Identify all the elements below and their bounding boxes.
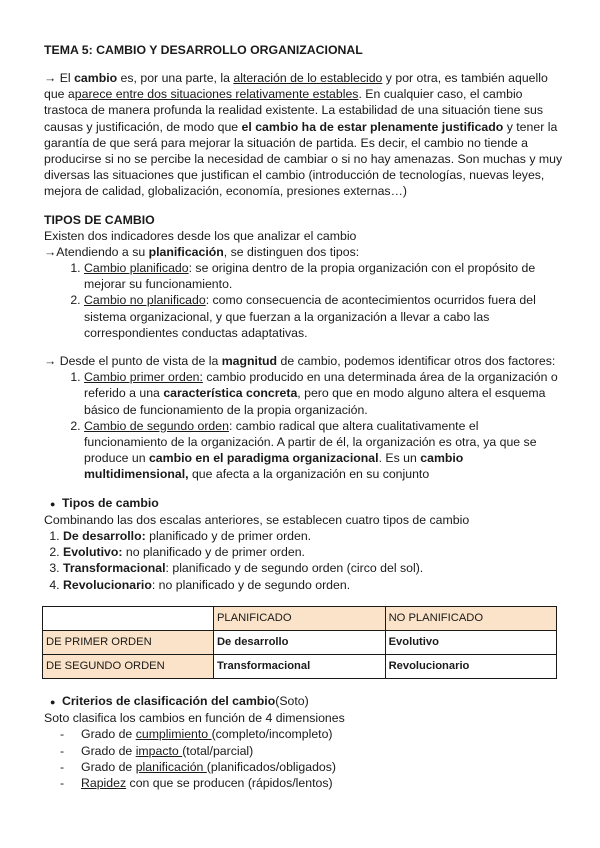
tipos-cambio-list — [44, 528, 564, 593]
list-item: 1. Cambio primer orden: cambio producido en una determinada área de la organización o referido a una característica concreta, pero que en modo alguno altera el esquema básico de funcionamiento de la propia organización. — [84, 369, 564, 418]
tipos-cambio-table — [42, 606, 557, 679]
table-row — [43, 630, 557, 654]
planificacion-intro: →Atendiendo a su planificación, se distinguen dos tipos: — [44, 244, 360, 259]
planificacion-list — [44, 260, 564, 341]
table-cell: Revolucionario — [385, 654, 556, 678]
bullet-icon: ● — [50, 696, 56, 707]
list-item: 4. Revolucionario: no planificado y de segundo orden. — [63, 577, 564, 593]
bullet-icon: ● — [50, 498, 56, 509]
magnitud-intro: → Desde el punto de vista de la magnitud de cambio, podemos identificar otros dos factores: — [44, 354, 556, 369]
intro-paragraph: → El cambio es, por una parte, la alteración de lo establecido y por otra, es también aquello que aparece entre dos situaciones relativamente estables. En cualquier caso, el cambio trastoca de manera profunda la realidad existente. La estabilidad de una situación tiene sus causas y justificación, de modo que el cambio ha de estar plenamente justificado y tener la garantía de que será para mejorar la situación de partida. Es decir, el cambio no tiende a producirse si no se percibe la necesidad de cambiar o si no hay amenazas. Son muchas y muy diversas las situaciones que justifican el cambio (introducción de tecnologías, nuevas leyes, mejora de calidad, globalización, economía, presiones externas…) — [44, 71, 563, 199]
list-item: - Rapidez con que se producen (rápidos/lentos) — [60, 775, 564, 791]
arrow-icon: → — [44, 71, 57, 85]
table-row-header: DE SEGUNDO ORDEN — [43, 654, 214, 678]
table-header-cell: PLANIFICADO — [213, 606, 385, 630]
tipos-intro: Existen dos indicadores desde los que analizar el cambio — [44, 228, 357, 243]
criterios-intro: Soto clasifica los cambios en función de 4 dimensiones — [44, 711, 345, 726]
criterios-list — [44, 726, 564, 791]
list-item: 2. Evolutivo: no planificado y de primer orden. — [63, 544, 564, 560]
table-header-row — [43, 606, 557, 630]
table-header-cell: NO PLANIFICADO — [385, 606, 556, 630]
list-item: - Grado de impacto (total/parcial) — [60, 743, 564, 759]
table-cell: Transformacional — [213, 654, 385, 678]
list-item: 2. Cambio no planificado: como consecuencia de acontecimientos ocurridos fuera del sistema organizacional, y que fuerzan a la organización a llevar a cabo las correspondientes conductas adaptativas. — [84, 292, 564, 341]
arrow-icon: → — [44, 354, 57, 369]
table-cell: De desarrollo — [213, 630, 385, 654]
table-cell: Evolutivo — [385, 630, 556, 654]
list-item: 3. Transformacional: planificado y de segundo orden (circo del sol). — [63, 560, 564, 576]
table-row-header: DE PRIMER ORDEN — [43, 630, 214, 654]
tipos-cambio-intro: Combinando las dos escalas anteriores, se establecen cuatro tipos de cambio — [44, 512, 470, 527]
criterios-heading: ● Criterios de clasificación del cambio (Soto) — [50, 693, 564, 710]
arrow-icon: → — [44, 244, 57, 259]
table-header-cell — [43, 606, 214, 630]
magnitud-list — [44, 369, 564, 482]
document-page — [44, 42, 564, 791]
page-title: TEMA 5: CAMBIO Y DESARROLLO ORGANIZACIONAL — [44, 43, 363, 57]
list-item: - Grado de planificación (planificados/obligados) — [60, 759, 564, 775]
tipos-cambio-heading: ● Tipos de cambio — [50, 495, 564, 512]
list-item: 2. Cambio de segundo orden: cambio radical que altera cualitativamente el funcionamiento de la organización. A partir de él, la organización es otra, ya que se produce un cambio en el paradigma organizacional. Es un cambio multidimensional, que afecta a la organización en su conjunto — [84, 418, 564, 483]
list-item: 1. De desarrollo: planificado y de primer orden. — [63, 528, 564, 544]
section-heading-tipos: TIPOS DE CAMBIO — [44, 212, 155, 227]
list-item: 1. Cambio planificado: se origina dentro de la propia organización con el propósito de mejorar su funcionamiento. — [84, 260, 564, 292]
list-item: - Grado de cumplimiento (completo/incompleto) — [60, 726, 564, 742]
table-row — [43, 654, 557, 678]
